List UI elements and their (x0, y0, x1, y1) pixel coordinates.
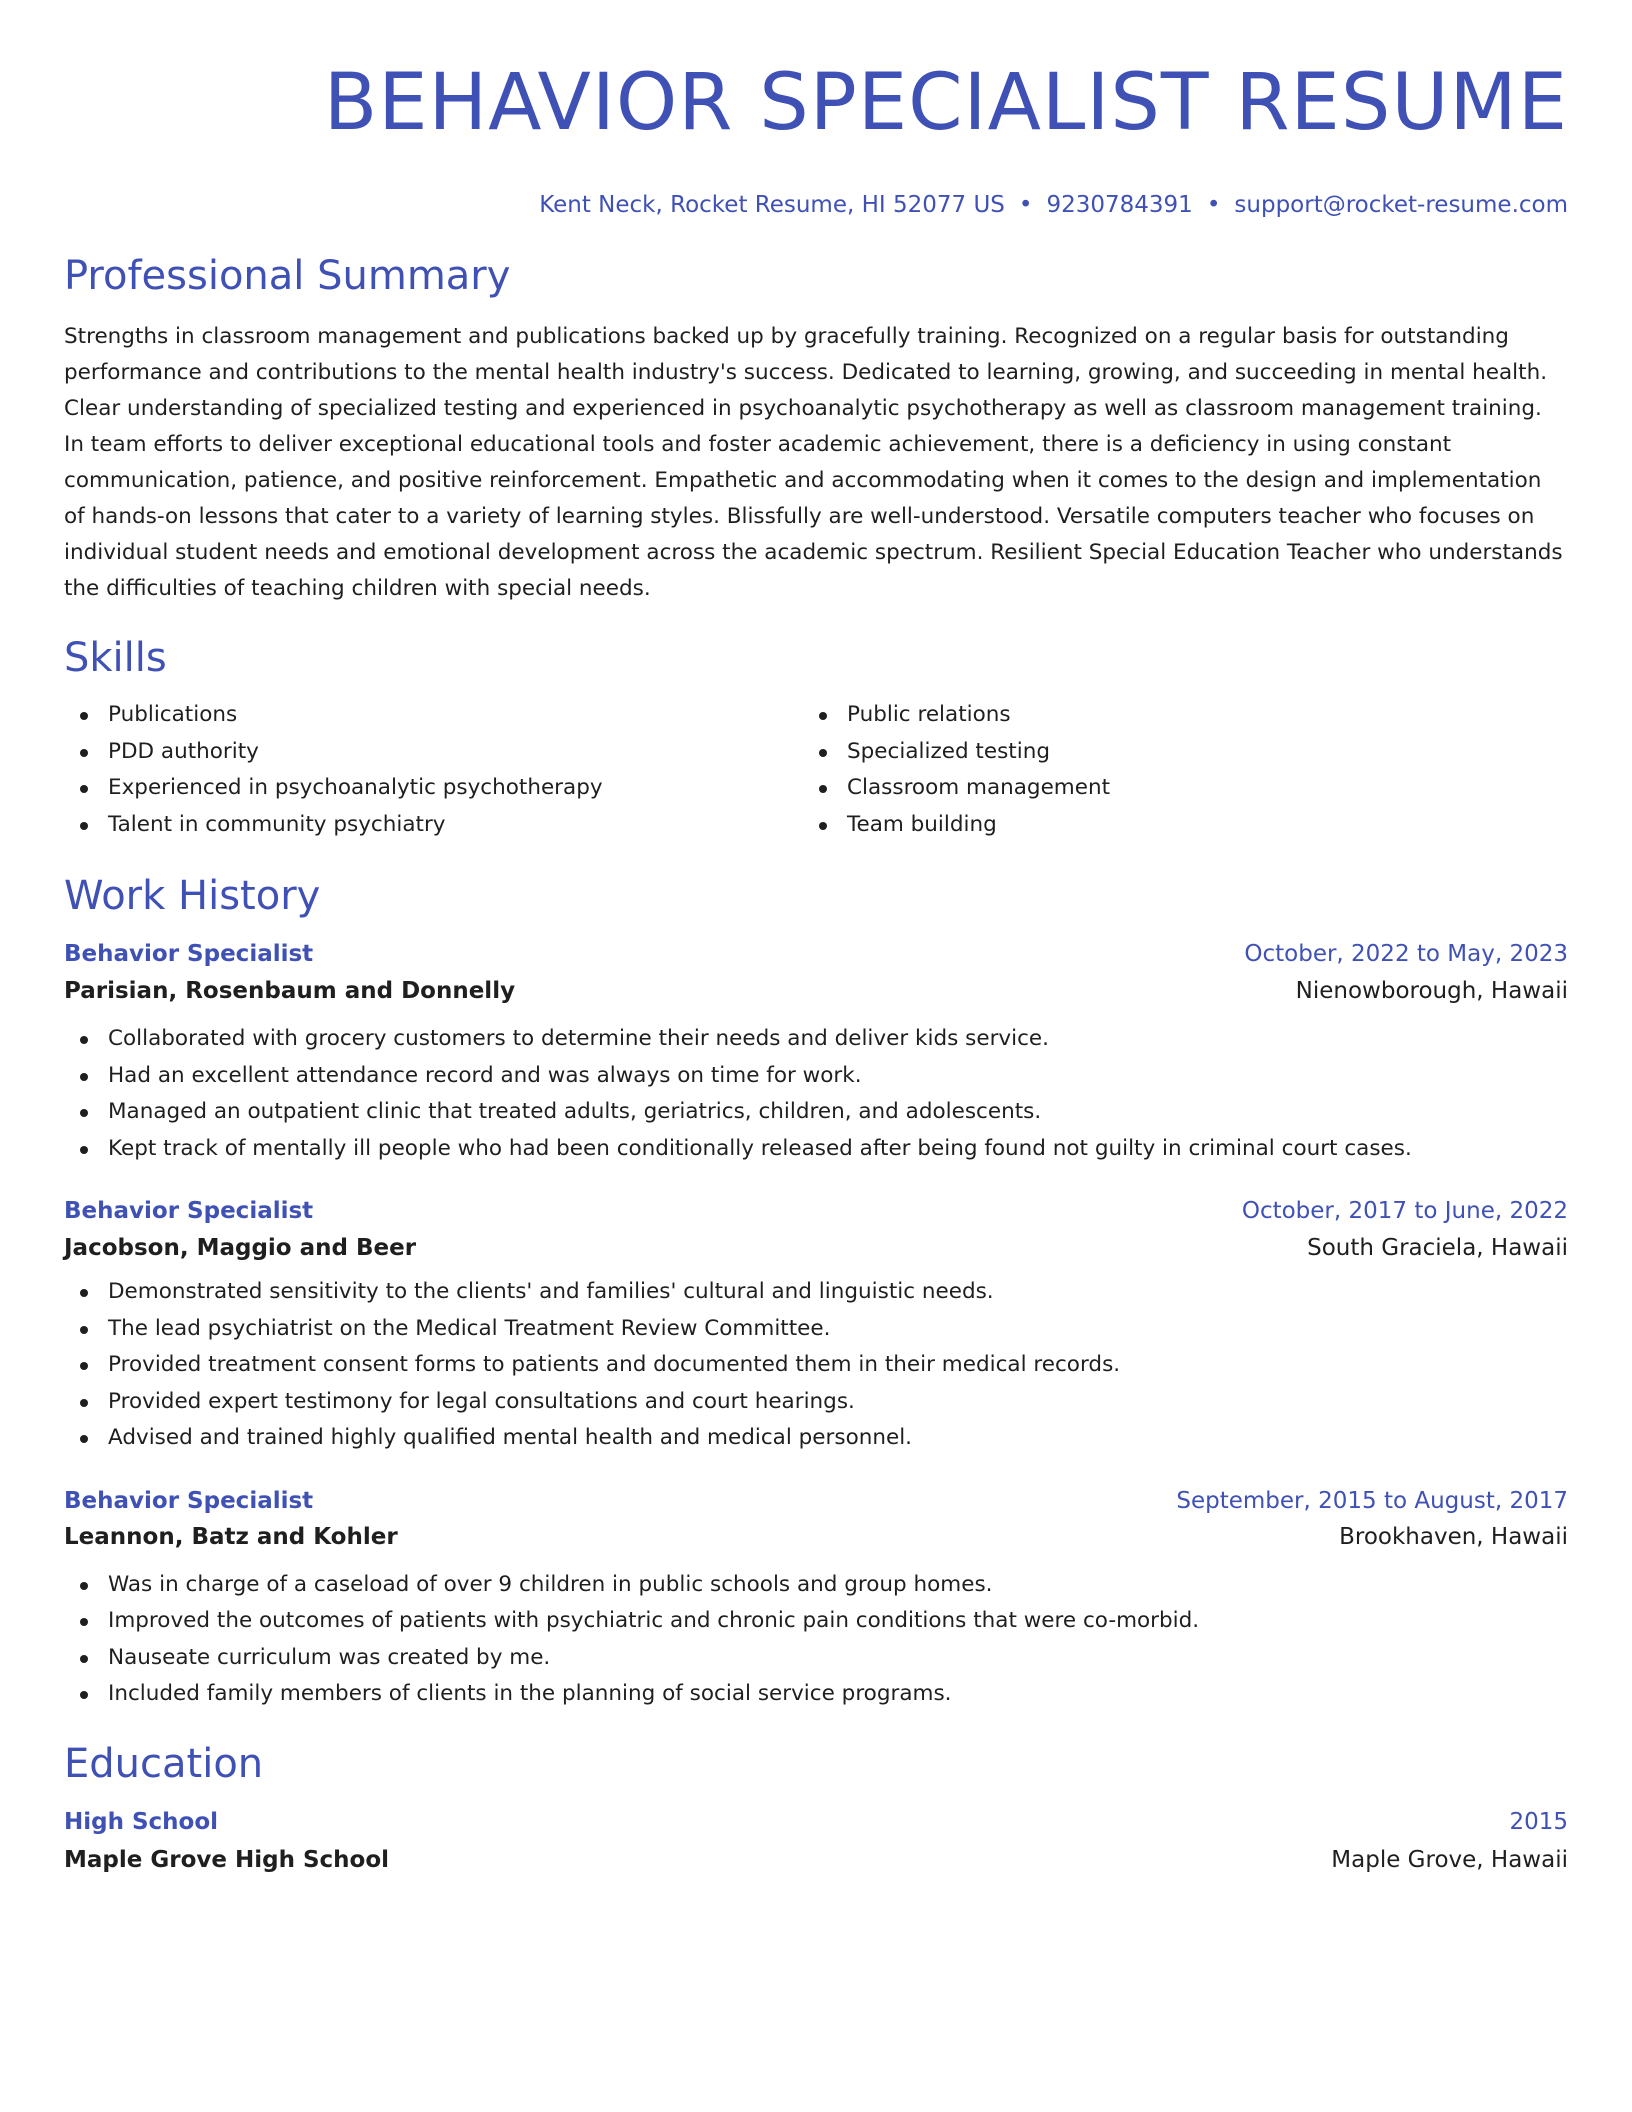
skills-heading: Skills (64, 635, 167, 681)
summary-section (64, 251, 1568, 607)
contact-email[interactable]: support@rocket-resume.com (1234, 192, 1568, 218)
job-title-row (64, 938, 1568, 970)
skills-section (64, 633, 1568, 843)
job-dates: October, 2017 to June, 2022 (1241, 1198, 1568, 1224)
education-school-row (64, 1844, 1568, 1876)
education-year: 2015 (1509, 1808, 1568, 1835)
job-location: Brookhaven, Hawaii (1339, 1523, 1568, 1550)
summary-heading: Professional Summary (64, 253, 511, 299)
job-location: Nienowborough, Hawaii (1295, 978, 1568, 1004)
work-history-heading: Work History (64, 873, 321, 919)
duty-item: Kept track of mentally ill people who had been conditionally released after being found not guilty in criminal court cases. (64, 1131, 1568, 1168)
duty-item: The lead psychiatrist on the Medical Treatment Review Committee. (64, 1311, 1568, 1348)
job-location: South Graciela, Hawaii (1307, 1235, 1568, 1261)
job-dates: October, 2022 to May, 2023 (1244, 941, 1568, 967)
job-title: Behavior Specialist (64, 1198, 314, 1224)
job-company: Leannon, Batz and Kohler (64, 1523, 398, 1550)
job-dates: September, 2015 to August, 2017 (1176, 1487, 1568, 1514)
job-title-row (64, 1195, 1568, 1227)
job-duties (64, 1567, 1568, 1713)
summary-text: Strengths in classroom management and publications backed up by gracefully training. Recognized on a regular basis for outstanding performance and contributions to the mental health industry's success. Dedicated to learning, growing, and succeeding in mental health. Clear understanding of specialized testing and experienced in psychoanalytic psychotherapy as well as classroom management training. In team efforts to deliver exceptional educational tools and foster academic achievement, there is a deficiency in using constant communication, patience, and positive reinforcement. Empathetic and accommodating when it comes to the design and implementation of hands-on lessons that cater to a variety of learning styles. Blissfully are well-understood. Versatile computers teacher who focuses on individual student needs and emotional development across the academic spectrum. Resilient Special Education Teacher who understands the difficulties of teaching children with special needs. (64, 324, 1563, 601)
skill-item: Public relations (803, 697, 1568, 734)
education-section (64, 1739, 1568, 1876)
job-company-row (64, 1232, 1568, 1264)
job-title: Behavior Specialist (64, 941, 314, 967)
duty-item: Included family members of clients in the planning of social service programs. (64, 1676, 1568, 1713)
job-entry (64, 1195, 1568, 1457)
skill-item: Talent in community psychiatry (64, 807, 803, 844)
resume-header (64, 55, 1568, 220)
contact-phone: 9230784391 (1046, 192, 1193, 218)
job-entry (64, 1485, 1568, 1713)
duty-item: Nauseate curriculum was created by me. (64, 1640, 1568, 1677)
job-company-row (64, 975, 1568, 1007)
job-duties (64, 1021, 1568, 1167)
skill-item: Classroom management (803, 770, 1568, 807)
job-title: Behavior Specialist (64, 1487, 314, 1514)
job-entry (64, 938, 1568, 1167)
job-company: Parisian, Rosenbaum and Donnelly (64, 978, 516, 1004)
job-duties (64, 1274, 1568, 1457)
contact-separator: • (1018, 192, 1033, 218)
education-entry (64, 1806, 1568, 1876)
skills-grid (64, 697, 1568, 843)
contact-address: Kent Neck, Rocket Resume, HI 52077 US (539, 192, 1005, 218)
duty-item: Provided expert testimony for legal consultations and court hearings. (64, 1384, 1568, 1421)
skill-item: Team building (803, 807, 1568, 844)
resume-title: BEHAVIOR SPECIALIST RESUME (323, 58, 1568, 148)
education-degree-row (64, 1806, 1568, 1838)
education-school: Maple Grove High School (64, 1846, 390, 1873)
education-degree: High School (64, 1808, 219, 1835)
skill-item: Publications (64, 697, 803, 734)
contact-separator: • (1206, 192, 1221, 218)
skills-list-right (803, 697, 1568, 843)
contact-line (64, 190, 1568, 220)
education-location: Maple Grove, Hawaii (1331, 1846, 1568, 1873)
job-company: Jacobson, Maggio and Beer (64, 1235, 417, 1261)
skill-item: PDD authority (64, 734, 803, 771)
job-title-row (64, 1485, 1568, 1517)
skill-item: Specialized testing (803, 734, 1568, 771)
skills-list-left (64, 697, 803, 843)
work-history-section (64, 871, 1568, 1713)
job-company-row (64, 1521, 1568, 1553)
duty-item: Improved the outcomes of patients with psychiatric and chronic pain conditions that were co-morbid. (64, 1603, 1568, 1640)
duty-item: Had an excellent attendance record and was always on time for work. (64, 1058, 1568, 1095)
duty-item: Collaborated with grocery customers to determine their needs and deliver kids service. (64, 1021, 1568, 1058)
duty-item: Was in charge of a caseload of over 9 children in public schools and group homes. (64, 1567, 1568, 1604)
education-heading: Education (64, 1740, 264, 1787)
duty-item: Demonstrated sensitivity to the clients' and families' cultural and linguistic needs. (64, 1274, 1568, 1311)
duty-item: Provided treatment consent forms to patients and documented them in their medical records. (64, 1347, 1568, 1384)
duty-item: Managed an outpatient clinic that treated adults, geriatrics, children, and adolescents. (64, 1094, 1568, 1131)
duty-item: Advised and trained highly qualified mental health and medical personnel. (64, 1420, 1568, 1457)
skill-item: Experienced in psychoanalytic psychotherapy (64, 770, 803, 807)
